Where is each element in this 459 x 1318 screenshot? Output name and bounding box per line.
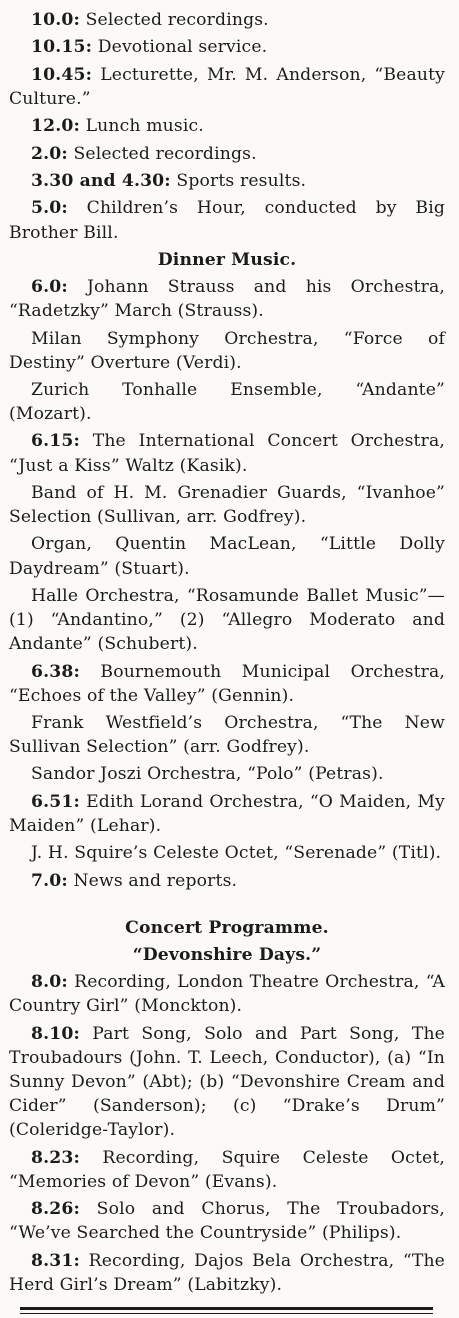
entry-time: 6.0: [31,277,68,298]
entry-text: Recording, London Theatre Orchestra, “A Country Girl” (Monckton). [9,972,445,1017]
entry-text: Sports results. [170,171,307,192]
programme-entry [9,970,445,1018]
entry-text: Selected recordings. [67,143,257,164]
entry-time: 10.0: [31,10,80,30]
entry-time: 2.0: [31,143,68,164]
programme-entry [9,8,445,32]
programme-entry [9,142,445,166]
programme-entry [9,1146,445,1194]
entry-text: The International Concert Orchestra, “Just a Kiss” Waltz (Kasik). [9,431,445,476]
programme-entry [9,169,445,193]
entry-text: Recording, Squire Celeste Octet, “Memories of Devon” (Evans). [9,1147,445,1192]
programme-entry [9,660,445,708]
programme-entry [9,429,445,477]
entry-time: 8.23: [31,1147,80,1168]
entry-text: Lecturette, Mr. M. Anderson, “Beauty Culture.” [9,64,445,109]
programme-entry [9,481,445,529]
entry-text: Band of H. M. Grenadier Guards, “Ivanhoe” Selection (Sullivan, arr. Godfrey). [9,482,445,528]
entry-text: Frank Westfield’s Orchestra, “The New Sullivan Selection” (arr. Godfrey). [9,712,445,758]
entry-text: Edith Lorand Orchestra, “O Maiden, My Maiden” (Lehar). [9,791,445,836]
entry-time: 5.0: [31,198,68,219]
programme-entry [9,63,445,111]
entry-time: 10.15: [31,37,93,58]
entry-time: 6.15: [31,431,80,452]
dinner-music-items [9,275,445,893]
entry-text: Selected recordings. [79,10,269,30]
entry-time: 8.31: [31,1250,80,1271]
entry-time: 3.30 and 4.30: [31,171,171,192]
closing-rule-thin [20,1313,433,1314]
entry-time: 6.51: [31,791,80,812]
programme-entry [9,196,445,244]
entry-text: Zurich Tonhalle Ensemble, “Andante” (Mozart). [9,379,445,425]
entry-time: 10.45: [31,64,93,85]
programme-entry [9,711,445,759]
entry-text: Sandor Joszi Orchestra, “Polo” (Petras). [31,764,384,785]
entry-time: 12.0: [31,116,80,137]
section-gap [9,896,445,916]
concert-programme-heading: Concert Programme. [125,918,329,939]
entry-text: Halle Orchestra, “Rosamunde Ballet Music”—(1) “Andantino,” (2) “Allegro Moderato and Andante” (Schubert). [9,585,445,655]
programme-entry [9,114,445,138]
programme-entry [9,275,445,323]
programme-entry [9,584,445,656]
programme-entry [9,869,445,893]
morning-afternoon-items [9,8,445,245]
programme-entry [9,762,445,786]
entry-text: Part Song, Solo and Part Song, The Troubadours (John. T. Leech, Conductor), (a) “In Sunny Devon” (Abt); (b) “Devonshire Cream and Cider” (Sanderson); (c) “Drake’s Drum” (Coleridge-Taylor). [9,1023,445,1141]
programme-entry [9,378,445,426]
entry-time: 8.10: [31,1023,80,1044]
programme-entry [9,532,445,580]
programme-entry [9,1022,445,1142]
entry-text: Devotional service. [92,37,268,58]
entry-time: 7.0: [31,870,68,891]
concert-programme-items [9,970,445,1296]
entry-time: 8.0: [31,972,68,993]
entry-time: 6.38: [31,661,80,682]
entry-text: Lunch music. [79,116,204,137]
programme-entry [9,35,445,59]
entry-text: Johann Strauss and his Orchestra, “Radetzky” March (Strauss). [9,277,445,322]
programme-entry [9,790,445,838]
dinner-music-heading: Dinner Music. [157,249,297,270]
programme-entry [9,327,445,375]
programme-entry [9,1197,445,1245]
entry-text: Organ, Quentin MacLean, “Little Dolly Daydream” (Stuart). [9,534,445,579]
programme-entry [9,841,445,865]
entry-text: Recording, Dajos Bela Orchestra, “The Herd Girl’s Dream” (Labitzky). [9,1250,445,1295]
programme-entry [9,1249,445,1297]
entry-text: News and reports. [67,870,238,891]
closing-rule-thick [20,1307,433,1310]
entry-text: Milan Symphony Orchestra, “Force of Destiny” Overture (Verdi). [9,328,445,373]
entry-time: 8.26: [31,1199,80,1220]
entry-text: J. H. Squire’s Celeste Octet, “Serenade” (Titl). [31,843,442,864]
entry-text: Children’s Hour, conducted by Big Brother Bill. [9,198,445,243]
entry-text: Solo and Chorus, The Troubadors, “We’ve Searched the Countryside” (Philips). [9,1199,445,1244]
concert-subheading: “Devonshire Days.” [132,945,322,966]
entry-text: Bournemouth Municipal Orchestra, “Echoes of the Valley” (Gennin). [9,661,445,706]
